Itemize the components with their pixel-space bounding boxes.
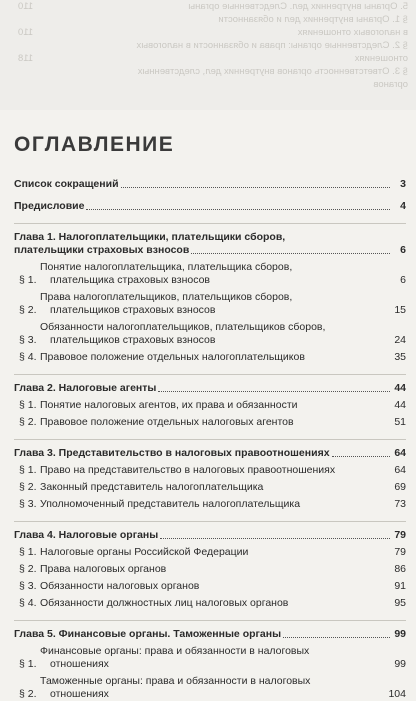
page-number: 44 [394,399,406,411]
page-title: ОГЛАВЛЕНИЕ [14,133,175,156]
section-title: Понятие налоговых агентов, их права и обязанности [40,399,298,411]
entry-text: Список сокращений [14,178,119,190]
mirrored-text [8,0,408,110]
leader-dots [158,391,390,392]
toc-section-2-2[interactable] [14,416,406,429]
section-title: Финансовые органы: права и обязанности в налоговых отношениях [40,645,310,670]
section-title: Обязанности должностных лиц налоговых органов [40,597,289,609]
section-number: § 4. [19,351,37,363]
leader-dots [332,456,390,457]
page-number: 64 [394,464,406,476]
toc-section-4-3[interactable] [14,580,406,593]
toc-entry-abbreviations[interactable] [14,178,406,191]
page-number: 99 [394,628,406,640]
page-number: 64 [394,447,406,459]
page-number: 24 [394,334,406,346]
toc-section-4-4[interactable] [14,597,406,610]
section-title: Законный представитель налогоплательщика [40,481,264,493]
leader-dots [191,253,390,254]
chapter-title: Глава 2. Налоговые агенты [14,382,157,394]
toc-section-2-1[interactable] [14,399,406,412]
toc-chapter-5[interactable] [14,620,406,641]
toc-section-4-1[interactable] [14,546,406,559]
section-number: § 3. [19,334,37,346]
section-title: Право на представительство в налоговых правоотношениях [40,464,336,476]
toc-entry-preface[interactable] [14,200,406,213]
entry-text: Предисловие [14,200,85,212]
page-number: 4 [400,200,406,212]
toc-section-3-1[interactable] [14,464,406,477]
toc-chapter-4[interactable] [14,521,406,542]
section-title: Правовое положение отдельных налоговых агентов [40,416,294,428]
section-title: Уполномоченный представитель налогоплательщика [40,498,301,510]
ghost-line: 5. Органы внутренних дел. Следственные органы 110 [18,1,408,12]
ghost-line: § 2. Следственные органы: права и обязанности в налоговых [136,40,408,51]
section-number: § 2. [19,688,37,700]
section-number: § 1. [19,399,37,411]
section-title: Права налоговых органов [40,563,167,575]
page-number: 6 [400,244,406,256]
section-number: § 1. [19,274,37,286]
toc-chapter-2[interactable] [14,374,406,395]
section-title: Налоговые органы Российской Федерации [40,546,249,558]
toc-section-3-2[interactable] [14,481,406,494]
page-number: 35 [394,351,406,363]
page-number: 86 [394,563,406,575]
toc-chapter-3[interactable] [14,439,406,460]
section-number: § 1. [19,658,37,670]
section-title: Обязанности налогоплательщиков, плательщиков сборов, плательщиков страховых взносов [40,321,326,346]
section-number: § 1. [19,464,37,476]
page-number: 6 [400,274,406,286]
ghost-line: в налоговых отношениях 110 [18,27,408,38]
page-number: 91 [394,580,406,592]
ghost-line: § 3. Ответственность органов внутренних дел, следственных [137,66,408,77]
chapter-title: Глава 4. Налоговые органы [14,529,159,541]
chapter-title: Глава 5. Финансовые органы. Таможенные органы [14,628,282,640]
leader-dots [283,637,390,638]
ghost-line: органов [373,79,408,90]
chapter-title: Глава 3. Представительство в налоговых правоотношениях [14,447,330,459]
page-number: 79 [394,529,406,541]
section-title: Правовое положение отдельных налогоплательщиков [40,351,305,363]
leader-dots [121,187,390,188]
toc-section-3-3[interactable] [14,498,406,511]
page-number: 15 [394,304,406,316]
section-title: Обязанности налоговых органов [40,580,200,592]
section-number: § 1. [19,546,37,558]
section-number: § 2. [19,416,37,428]
section-number: § 2. [19,481,37,493]
section-number: § 4. [19,597,37,609]
leader-dots [86,209,390,210]
section-number: § 3. [19,498,37,510]
previous-page-bleed [0,0,416,110]
section-title: Права налогоплательщиков, плательщиков сборов, плательщиков страховых взносов [40,291,293,316]
ghost-line: § 1. Органы внутренних дел и обязанности [218,14,408,25]
section-number: § 2. [19,563,37,575]
section-title: Таможенные органы: права и обязанности в налоговых отношениях [40,675,311,700]
toc-section-5-2[interactable] [14,675,406,701]
page-number: 69 [394,481,406,493]
section-number: § 2. [19,304,37,316]
section-number: § 3. [19,580,37,592]
toc-section-1-4[interactable] [14,351,406,364]
leader-dots [160,538,390,539]
toc-section-1-2[interactable] [14,291,406,317]
section-title: Понятие налогоплательщика, плательщика сборов, плательщика страховых взносов [40,261,293,286]
toc-section-1-3[interactable] [14,321,406,347]
page-number: 3 [400,178,406,190]
chapter-title-line2: плательщики страховых взносов [14,244,190,256]
page-number: 51 [394,416,406,428]
page-number: 44 [394,382,406,394]
page-number: 95 [394,597,406,609]
ghost-line: отношениях 118 [18,53,408,64]
page-number: 99 [394,658,406,670]
chapter-title-line1: Глава 1. Налогоплательщики, плательщики сборов, [14,231,286,243]
toc-section-5-1[interactable] [14,645,406,671]
page-number: 104 [388,688,406,700]
toc-chapter-1[interactable] [14,223,406,257]
page-number: 73 [394,498,406,510]
toc-section-4-2[interactable] [14,563,406,576]
page-number: 79 [394,546,406,558]
table-of-contents [14,178,406,701]
toc-section-1-1[interactable] [14,261,406,287]
